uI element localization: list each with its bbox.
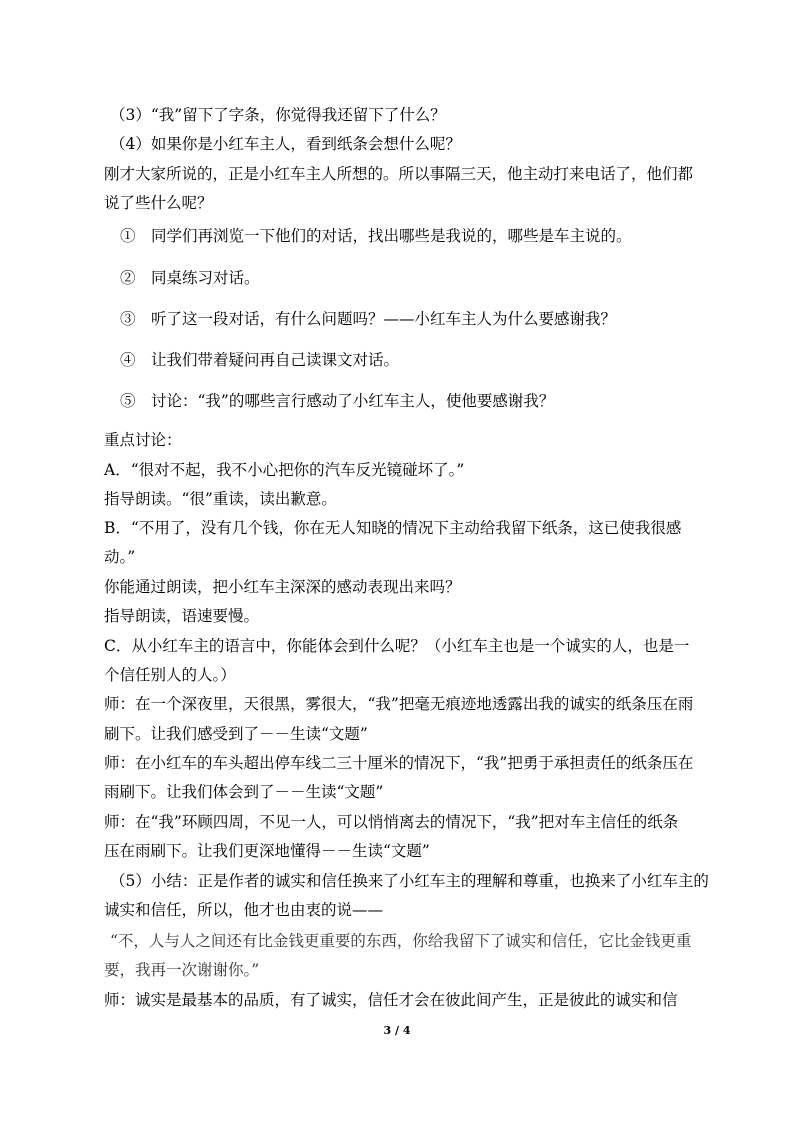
text-line: 重点讨论： <box>104 431 182 449</box>
text-line: 指导朗读，语速要慢。 <box>104 607 260 625</box>
list-item: ② 同桌练习对话。 <box>120 269 260 287</box>
text-line: 师：诚实是最基本的品质，有了诚实，信任才会在彼此间产生，正是彼此的诚实和信 <box>104 991 678 1009</box>
text-line: 你能通过朗读，把小红车主深深的感动表现出来吗？ <box>104 578 461 596</box>
text-line: 师：在一个深夜里，天很黑，雾很大，“我”把毫无痕迹地透露出我的诚实的纸条压在雨 <box>104 695 694 713</box>
text-line: 师：在小红车的车头超出停车线二三十厘米的情况下，“我”把勇于承担责任的纸条压在 <box>104 754 694 772</box>
text-line: （5）小结：正是作者的诚实和信任换来了小红车主的理解和尊重，也换来了小红车主的 <box>110 872 709 890</box>
text-line: （3）“我”留下了字条，你觉得我还留下了什么？ <box>110 106 446 124</box>
text-line: 雨刷下。让我们体会到了－－生读“文题” <box>104 783 384 801</box>
quote-line: 要，我再一次谢谢你。” <box>104 961 260 979</box>
text-line: B．“不用了，没有几个钱，你在无人知晓的情况下主动给我留下纸条，这已使我很感 <box>104 519 682 537</box>
quote-line: “不，人与人之间还有比金钱更重要的东西，你给我留下了诚实和信任，它比金钱更重 <box>110 932 692 950</box>
text-line: 诚实和信任，所以，他才也由衷的说—— <box>104 901 384 919</box>
list-item: ③ 听了这一段对话，有什么问题吗？——小红车主人为什么要感谢我？ <box>120 310 617 328</box>
text-line: （4）如果你是小红车主人，看到纸条会想什么呢？ <box>110 135 461 153</box>
text-line: C．从小红车主的语言中，你能体会到什么呢？（小红车主也是一个诚实的人，也是一 <box>104 637 690 655</box>
list-item: ④ 让我们带着疑问再自己读课文对话。 <box>120 351 400 369</box>
text-line: 师：在“我”环顾四周，不见一人，可以悄悄离去的情况下，“我”把对车主信任的纸条 <box>104 813 679 831</box>
text-line: A．“很对不起，我不小心把你的汽车反光镜碰坏了。” <box>104 461 465 479</box>
text-line: 压在雨刷下。让我们更深地懂得－－生读“文题” <box>104 842 430 860</box>
text-line: 刚才大家所说的，正是小红车主人所想的。所以事隔三天，他主动打来电话了，他们都 <box>104 165 694 183</box>
text-line: 指导朗读。“很”重读，读出歉意。 <box>104 490 337 508</box>
list-item: ① 同学们再浏览一下他们的对话，找出哪些是我说的，哪些是车主说的。 <box>120 227 632 245</box>
text-line: 动。” <box>104 548 136 566</box>
list-item: ⑤ 讨论：“我”的哪些言行感动了小红车主人，使他要感谢我？ <box>120 392 555 410</box>
text-line: 刷下。让我们感受到了－－生读“文题” <box>104 725 368 743</box>
text-line: 个信任别人的人。） <box>104 666 236 684</box>
page-number: 3 / 4 <box>383 1024 411 1037</box>
text-line: 说了些什么呢？ <box>104 194 213 212</box>
